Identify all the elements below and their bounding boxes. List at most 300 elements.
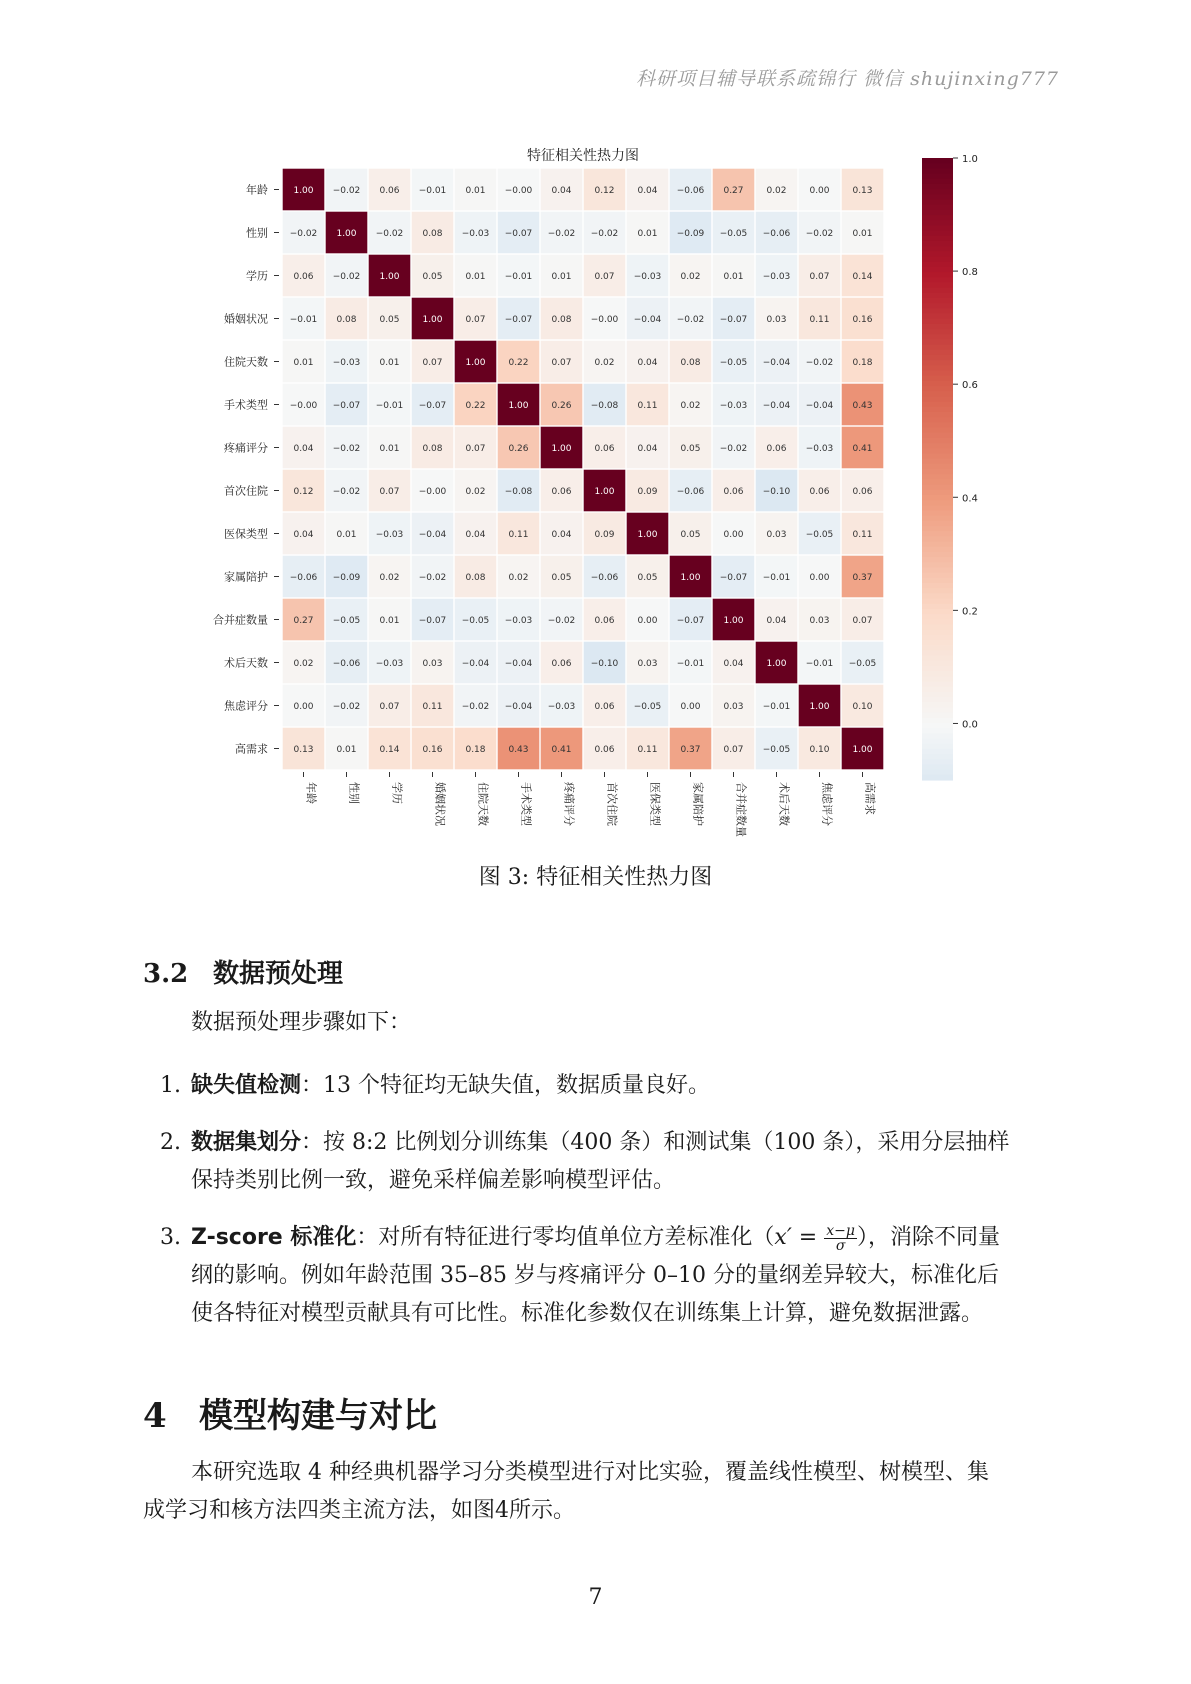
colorbar-band xyxy=(922,635,953,641)
heatmap-cell-value: −0.02 xyxy=(805,358,834,368)
heatmap-cell-value: −0.04 xyxy=(461,659,490,669)
colorbar-tick-label: 0.0 xyxy=(962,719,978,731)
section-title: 数据预处理 xyxy=(213,959,344,989)
formula-lhs: x′ = xyxy=(774,1225,825,1250)
colorbar-band xyxy=(922,163,953,169)
colorbar-band xyxy=(922,770,953,776)
heatmap-cell-value: 1.00 xyxy=(422,315,443,325)
colorbar-band xyxy=(922,303,953,309)
colorbar-band xyxy=(922,749,953,755)
colorbar-tick-label: 1.0 xyxy=(962,154,978,165)
colorbar-band xyxy=(922,552,953,558)
heatmap-cell-value: 0.22 xyxy=(465,401,486,411)
heatmap-cell-value: 0.01 xyxy=(379,444,400,454)
heatmap-cell-value: 0.01 xyxy=(465,272,486,282)
heatmap-cell-value: 0.06 xyxy=(766,444,787,454)
heatmap-cell-value: −0.02 xyxy=(547,229,576,239)
colorbar-band xyxy=(922,319,953,325)
colorbar-band xyxy=(922,282,953,288)
heatmap-col-label: 学历 xyxy=(390,782,404,804)
heatmap-cell-value: 0.04 xyxy=(637,186,658,196)
colorbar-band xyxy=(922,640,953,646)
heatmap-cell-value: 0.05 xyxy=(551,573,572,583)
heatmap-cell-value: 0.04 xyxy=(766,616,787,626)
heatmap-cell-value: −0.07 xyxy=(418,401,447,411)
colorbar-band xyxy=(922,557,953,563)
colorbar-band xyxy=(922,272,953,278)
heatmap-cell-value: −0.08 xyxy=(504,487,533,497)
list-item xyxy=(160,1124,1055,1200)
colorbar-band xyxy=(922,345,953,351)
colorbar-band xyxy=(922,521,953,527)
heatmap-row-label: 高需求 xyxy=(235,742,268,756)
heatmap-cell-value: 0.07 xyxy=(551,358,572,368)
colorbar-band xyxy=(922,697,953,703)
colorbar-band xyxy=(922,402,953,408)
colorbar-band xyxy=(922,391,953,397)
colorbar-band xyxy=(922,490,953,496)
colorbar-band xyxy=(922,189,953,195)
list-number: 2. xyxy=(160,1130,181,1155)
heatmap-cell-value: −0.06 xyxy=(289,573,318,583)
heatmap-cell-value: 0.05 xyxy=(379,315,400,325)
colorbar-band xyxy=(922,205,953,211)
list-item xyxy=(160,1067,1055,1105)
heatmap-cell-value: −0.02 xyxy=(332,272,361,282)
heatmap-cell-value: 0.04 xyxy=(551,530,572,540)
heatmap-row-label: 性别 xyxy=(246,226,268,240)
list-item-text-continued: 保持类别比例一致，避免采样偏差影响模型评估。 xyxy=(191,1168,676,1193)
heatmap-cell-value: 0.11 xyxy=(852,530,873,540)
heatmap-cell-value: 0.11 xyxy=(637,745,658,755)
colorbar-band xyxy=(922,500,953,506)
list-item-text-continued-2: 使各特征对模型贡献具有可比性。标准化参数仅在训练集上计算，避免数据泄露。 xyxy=(191,1301,984,1326)
section-heading xyxy=(143,953,343,990)
heatmap-cell-value: −0.07 xyxy=(719,573,748,583)
colorbar-band xyxy=(922,174,953,180)
list-item-term: 数据集划分 xyxy=(191,1130,302,1155)
heatmap-row-label: 年龄 xyxy=(246,183,268,197)
heatmap-cell-value: 0.08 xyxy=(336,315,357,325)
heatmap-cell-value: 0.05 xyxy=(422,272,443,282)
heatmap-cell-value: −0.02 xyxy=(461,702,490,712)
colorbar-band xyxy=(922,179,953,185)
heatmap-cell-value: −0.01 xyxy=(375,401,404,411)
heatmap-cell-value: 0.03 xyxy=(766,530,787,540)
heatmap-cell-value: 0.37 xyxy=(852,573,873,583)
heatmap-cell-value: −0.09 xyxy=(332,573,361,583)
heatmap-cell-value: 0.16 xyxy=(852,315,873,325)
list-item-text: ：13 个特征均无缺失值，数据质量良好。 xyxy=(301,1073,711,1098)
colorbar-band xyxy=(922,329,953,335)
colorbar-band xyxy=(922,225,953,231)
colorbar-tick-label: 0.8 xyxy=(962,267,978,279)
heatmap-cell-value: 0.06 xyxy=(594,745,615,755)
colorbar-band xyxy=(922,453,953,459)
heatmap-cell-value: −0.06 xyxy=(762,229,791,239)
colorbar-band xyxy=(922,381,953,387)
colorbar-band xyxy=(922,360,953,366)
colorbar-band xyxy=(922,593,953,599)
heatmap-cell-value: 0.03 xyxy=(723,702,744,712)
colorbar-band xyxy=(922,365,953,371)
colorbar-band xyxy=(922,459,953,465)
colorbar-band xyxy=(922,650,953,656)
colorbar-band xyxy=(922,656,953,662)
heatmap-title: 特征相关性热力图 xyxy=(527,148,639,164)
heatmap-cell-value: −0.04 xyxy=(504,659,533,669)
heatmap-col-label: 术后天数 xyxy=(777,782,791,826)
heatmap-cell-value: 1.00 xyxy=(508,401,529,411)
formula-fraction xyxy=(824,1224,857,1253)
colorbar-band xyxy=(922,324,953,330)
list-item-term: 缺失值检测 xyxy=(191,1073,302,1098)
heatmap-cell-value: −0.02 xyxy=(289,229,318,239)
colorbar-band xyxy=(922,386,953,392)
colorbar-band xyxy=(922,682,953,688)
heatmap-cell-value: −0.05 xyxy=(805,530,834,540)
heatmap-cell-value: −0.02 xyxy=(676,315,705,325)
heatmap-cell-value: 0.03 xyxy=(809,616,830,626)
heatmap-cell-value: 0.18 xyxy=(852,358,873,368)
heatmap-cell-value: −0.05 xyxy=(762,745,791,755)
list-number: 1. xyxy=(160,1073,181,1098)
colorbar-band xyxy=(922,516,953,522)
heatmap-cell-value: 0.04 xyxy=(723,659,744,669)
colorbar-band xyxy=(922,718,953,724)
heatmap-cell-value: −0.05 xyxy=(719,229,748,239)
heatmap-col-label: 住院天数 xyxy=(476,782,490,826)
heatmap-cell-value: 1.00 xyxy=(637,530,658,540)
heatmap-cell-value: −0.00 xyxy=(590,315,619,325)
colorbar-band xyxy=(922,573,953,579)
colorbar-band xyxy=(922,371,953,377)
heatmap-cell-value: −0.04 xyxy=(762,401,791,411)
heatmap-col-label: 年龄 xyxy=(304,782,318,804)
colorbar-band xyxy=(922,666,953,672)
heatmap-cell-value: −0.07 xyxy=(504,315,533,325)
heatmap-cell-value: −0.10 xyxy=(762,487,791,497)
colorbar-band xyxy=(922,702,953,708)
heatmap-cell-value: −0.04 xyxy=(633,315,662,325)
heatmap-cell-value: −0.00 xyxy=(504,186,533,196)
colorbar-band xyxy=(922,599,953,605)
heatmap-cell-value: −0.02 xyxy=(719,444,748,454)
heatmap-cell-value: 0.43 xyxy=(508,745,529,755)
colorbar-band xyxy=(922,692,953,698)
heatmap-cell-value: 0.07 xyxy=(379,702,400,712)
heatmap-cell-value: 1.00 xyxy=(723,616,744,626)
heatmap-cell-value: −0.07 xyxy=(676,616,705,626)
colorbar-band xyxy=(922,376,953,382)
heatmap-cell-value: 0.04 xyxy=(465,530,486,540)
heatmap-cell-value: 0.11 xyxy=(637,401,658,411)
heatmap-cell-value: 0.00 xyxy=(680,702,701,712)
colorbar-band xyxy=(922,469,953,475)
colorbar-band xyxy=(922,464,953,470)
page-number: 7 xyxy=(588,1585,603,1610)
watermark-header: 科研项目辅导联系疏锦行 微信 shujinxing777 xyxy=(636,68,1059,90)
heatmap-cell-value: 0.07 xyxy=(379,487,400,497)
heatmap-cell-value: −0.02 xyxy=(547,616,576,626)
heatmap-cell-value: −0.04 xyxy=(418,530,447,540)
colorbar-band xyxy=(922,562,953,568)
colorbar-band xyxy=(922,707,953,713)
heatmap-cell-value: −0.01 xyxy=(418,186,447,196)
heatmap-cell-value: 0.26 xyxy=(551,401,572,411)
colorbar-band xyxy=(922,531,953,537)
colorbar-band xyxy=(922,220,953,226)
heatmap-cell-value: −0.06 xyxy=(676,487,705,497)
colorbar-band xyxy=(922,308,953,314)
colorbar-band xyxy=(922,277,953,283)
colorbar-band xyxy=(922,676,953,682)
heatmap-cell-value: −0.01 xyxy=(289,315,318,325)
colorbar-band xyxy=(922,630,953,636)
colorbar-band xyxy=(922,588,953,594)
colorbar-band xyxy=(922,199,953,205)
colorbar-band xyxy=(922,614,953,620)
colorbar-band xyxy=(922,241,953,247)
heatmap-cell-value: 1.00 xyxy=(680,573,701,583)
list-item-text-continued: 纲的影响。例如年龄范围 35–85 岁与疼痛评分 0–10 分的量纲差异较大，标准化后 xyxy=(191,1263,999,1288)
colorbar-band xyxy=(922,687,953,693)
heatmap-cell-value: −0.05 xyxy=(461,616,490,626)
heatmap-cell-value: −0.03 xyxy=(719,401,748,411)
heatmap-cell-value: 0.04 xyxy=(637,444,658,454)
heatmap-cell-value: −0.03 xyxy=(547,702,576,712)
heatmap-cell-value: 0.06 xyxy=(379,186,400,196)
list-item-text-after: ），消除不同量 xyxy=(856,1225,1000,1250)
heatmap-cell-value: −0.03 xyxy=(762,272,791,282)
colorbar-band xyxy=(922,246,953,252)
heatmap-cell-value: −0.07 xyxy=(504,229,533,239)
heatmap-cell-value: 0.08 xyxy=(422,229,443,239)
heatmap-col-label: 婚姻状况 xyxy=(433,782,447,826)
colorbar-band xyxy=(922,231,953,237)
heatmap-cell-value: 0.03 xyxy=(422,659,443,669)
heatmap-cell-value: −0.07 xyxy=(719,315,748,325)
colorbar-band xyxy=(922,510,953,516)
colorbar-band xyxy=(922,536,953,542)
chapter-title: 模型构建与对比 xyxy=(199,1396,437,1436)
heatmap-cell-value: 0.18 xyxy=(465,745,486,755)
list-item-text: ：对所有特征进行零均值单位方差标准化（ xyxy=(356,1225,775,1250)
colorbar-band xyxy=(922,428,953,434)
heatmap-cell-value: 0.16 xyxy=(422,745,443,755)
colorbar-band xyxy=(922,448,953,454)
heatmap-cell-value: 0.01 xyxy=(852,229,873,239)
heatmap-col-label: 合并症数量 xyxy=(734,782,748,837)
colorbar-band xyxy=(922,262,953,268)
heatmap-cell-value: 0.08 xyxy=(680,358,701,368)
heatmap-cell-value: −0.06 xyxy=(332,659,361,669)
colorbar-tick-label: 0.2 xyxy=(962,606,978,618)
heatmap-cell-value: −0.04 xyxy=(805,401,834,411)
heatmap-row-label: 首次住院 xyxy=(224,484,268,498)
heatmap-cell-value: 0.01 xyxy=(336,745,357,755)
colorbar-band xyxy=(922,288,953,294)
heatmap-cell-value: 0.05 xyxy=(680,444,701,454)
heatmap-cell-value: −0.09 xyxy=(676,229,705,239)
heatmap-cell-value: −0.02 xyxy=(418,573,447,583)
list-item-text: ：按 8:2 比例划分训练集（400 条）和测试集（100 条），采用分层抽样 xyxy=(301,1130,1010,1155)
heatmap-cell-value: 0.04 xyxy=(293,530,314,540)
heatmap-cell-value: −0.03 xyxy=(805,444,834,454)
heatmap-cell-value: 1.00 xyxy=(809,702,830,712)
heatmap-cell-value: 0.26 xyxy=(508,444,529,454)
colorbar-band xyxy=(922,495,953,501)
colorbar-band xyxy=(922,339,953,345)
chapter-heading xyxy=(143,1388,437,1437)
chapter-number: 4 xyxy=(143,1396,167,1436)
heatmap-cell-value: 1.00 xyxy=(594,487,615,497)
heatmap-row-label: 疼痛评分 xyxy=(224,441,268,455)
colorbar-band xyxy=(922,194,953,200)
colorbar-band xyxy=(922,479,953,485)
heatmap-cell-value: 0.06 xyxy=(551,659,572,669)
heatmap-row-label: 术后天数 xyxy=(224,656,268,670)
colorbar-band xyxy=(922,433,953,439)
heatmap-cell-value: 1.00 xyxy=(379,272,400,282)
heatmap-cell-value: 0.01 xyxy=(379,358,400,368)
heatmap-cell-value: 1.00 xyxy=(852,745,873,755)
heatmap-cell-value: 0.07 xyxy=(465,444,486,454)
section-number: 3.2 xyxy=(143,959,189,989)
heatmap-cell-value: −0.02 xyxy=(332,444,361,454)
colorbar-band xyxy=(922,256,953,262)
heatmap-cell-value: 0.00 xyxy=(637,616,658,626)
colorbar-band xyxy=(922,355,953,361)
heatmap-col-label: 手术类型 xyxy=(519,782,533,826)
heatmap-cell-value: −0.07 xyxy=(418,616,447,626)
heatmap-cell-value: 0.11 xyxy=(809,315,830,325)
heatmap-cell-value: 0.07 xyxy=(852,616,873,626)
heatmap-cell-value: −0.01 xyxy=(676,659,705,669)
heatmap-cell-value: −0.03 xyxy=(504,616,533,626)
colorbar-band xyxy=(922,293,953,299)
heatmap-cell-value: −0.02 xyxy=(375,229,404,239)
heatmap-cell-value: 0.04 xyxy=(293,444,314,454)
heatmap-cell-value: 0.01 xyxy=(293,358,314,368)
heatmap-cell-value: −0.01 xyxy=(762,702,791,712)
heatmap-row-label: 家属陪护 xyxy=(224,570,268,584)
heatmap-col-label: 焦虑评分 xyxy=(820,782,834,826)
colorbar-band xyxy=(922,619,953,625)
heatmap-cell-value: 0.06 xyxy=(293,272,314,282)
heatmap-cell-value: −0.02 xyxy=(805,229,834,239)
heatmap-cell-value: 0.02 xyxy=(766,186,787,196)
heatmap-cell-value: 0.06 xyxy=(809,487,830,497)
colorbar-band xyxy=(922,567,953,573)
colorbar-band xyxy=(922,542,953,548)
heatmap-row-label: 焦虑评分 xyxy=(224,699,268,713)
heatmap-cell-value: −0.02 xyxy=(332,487,361,497)
colorbar-band xyxy=(922,215,953,221)
heatmap-cell-value: 0.03 xyxy=(766,315,787,325)
heatmap-cell-value: 0.12 xyxy=(293,487,314,497)
colorbar-band xyxy=(922,728,953,734)
colorbar-band xyxy=(922,474,953,480)
heatmap-cell-value: 0.04 xyxy=(637,358,658,368)
list-item-term: Z-score 标准化 xyxy=(191,1225,357,1250)
heatmap-cell-value: 0.01 xyxy=(379,616,400,626)
colorbar-band xyxy=(922,625,953,631)
heatmap-row-label: 医保类型 xyxy=(224,527,268,541)
heatmap-cell-value: 0.02 xyxy=(680,401,701,411)
colorbar-band xyxy=(922,505,953,511)
colorbar-band xyxy=(922,417,953,423)
heatmap-cell-value: 0.07 xyxy=(809,272,830,282)
heatmap-cell-value: 0.10 xyxy=(852,702,873,712)
heatmap-cell-value: 0.00 xyxy=(723,530,744,540)
colorbar-band xyxy=(922,184,953,190)
colorbar-band xyxy=(922,744,953,750)
heatmap-cell-value: 0.04 xyxy=(551,186,572,196)
heatmap-cell-value: 0.43 xyxy=(852,401,873,411)
heatmap-cell-value: −0.06 xyxy=(676,186,705,196)
heatmap-col-label: 家属陪护 xyxy=(691,782,705,826)
heatmap-cell-value: 0.06 xyxy=(594,616,615,626)
heatmap-cell-value: 0.00 xyxy=(809,186,830,196)
colorbar-band xyxy=(922,754,953,760)
colorbar-band xyxy=(922,733,953,739)
heatmap-cell-value: −0.05 xyxy=(719,358,748,368)
heatmap-cell-value: 0.37 xyxy=(680,745,701,755)
heatmap-cell-value: 0.08 xyxy=(465,573,486,583)
heatmap-cell-value: −0.03 xyxy=(461,229,490,239)
colorbar-band xyxy=(922,438,953,444)
colorbar-band xyxy=(922,314,953,320)
heatmap-cell-value: −0.03 xyxy=(375,659,404,669)
heatmap-cell-value: 0.27 xyxy=(293,616,314,626)
colorbar-band xyxy=(922,713,953,719)
heatmap-cell-value: 0.02 xyxy=(465,487,486,497)
section-intro: 数据预处理步骤如下： xyxy=(191,1010,412,1035)
heatmap-cell-value: 0.03 xyxy=(637,659,658,669)
heatmap-row-label: 手术类型 xyxy=(224,398,268,412)
heatmap-cell-value: 0.01 xyxy=(723,272,744,282)
chapter-paragraph xyxy=(143,1454,1053,1530)
heatmap-cell-value: 0.06 xyxy=(723,487,744,497)
heatmap-cell-value: 0.12 xyxy=(594,186,615,196)
heatmap-cell-value: 0.07 xyxy=(594,272,615,282)
colorbar-band xyxy=(922,645,953,651)
heatmap-cell-value: 0.13 xyxy=(852,186,873,196)
heatmap-cell-value: 0.10 xyxy=(809,745,830,755)
heatmap-cell-value: 0.41 xyxy=(852,444,873,454)
colorbar-band xyxy=(922,723,953,729)
heatmap-cell-value: −0.03 xyxy=(332,358,361,368)
heatmap-cell-value: 0.01 xyxy=(551,272,572,282)
formula-numerator: x−μ xyxy=(826,1222,855,1239)
correlation-heatmap xyxy=(0,0,1191,840)
heatmap-cell-value: −0.05 xyxy=(848,659,877,669)
heatmap-cell-value: 0.02 xyxy=(594,358,615,368)
colorbar-band xyxy=(922,604,953,610)
heatmap-col-label: 性别 xyxy=(347,782,361,804)
colorbar-band xyxy=(922,547,953,553)
heatmap-cell-value: 0.08 xyxy=(551,315,572,325)
heatmap-cell-value: 0.02 xyxy=(379,573,400,583)
heatmap-cell-value: −0.06 xyxy=(590,573,619,583)
heatmap-cell-value: −0.02 xyxy=(590,229,619,239)
heatmap-cell-value: 0.07 xyxy=(723,745,744,755)
colorbar-band xyxy=(922,298,953,304)
heatmap-cell-value: −0.00 xyxy=(289,401,318,411)
colorbar-band xyxy=(922,671,953,677)
colorbar-band xyxy=(922,168,953,174)
